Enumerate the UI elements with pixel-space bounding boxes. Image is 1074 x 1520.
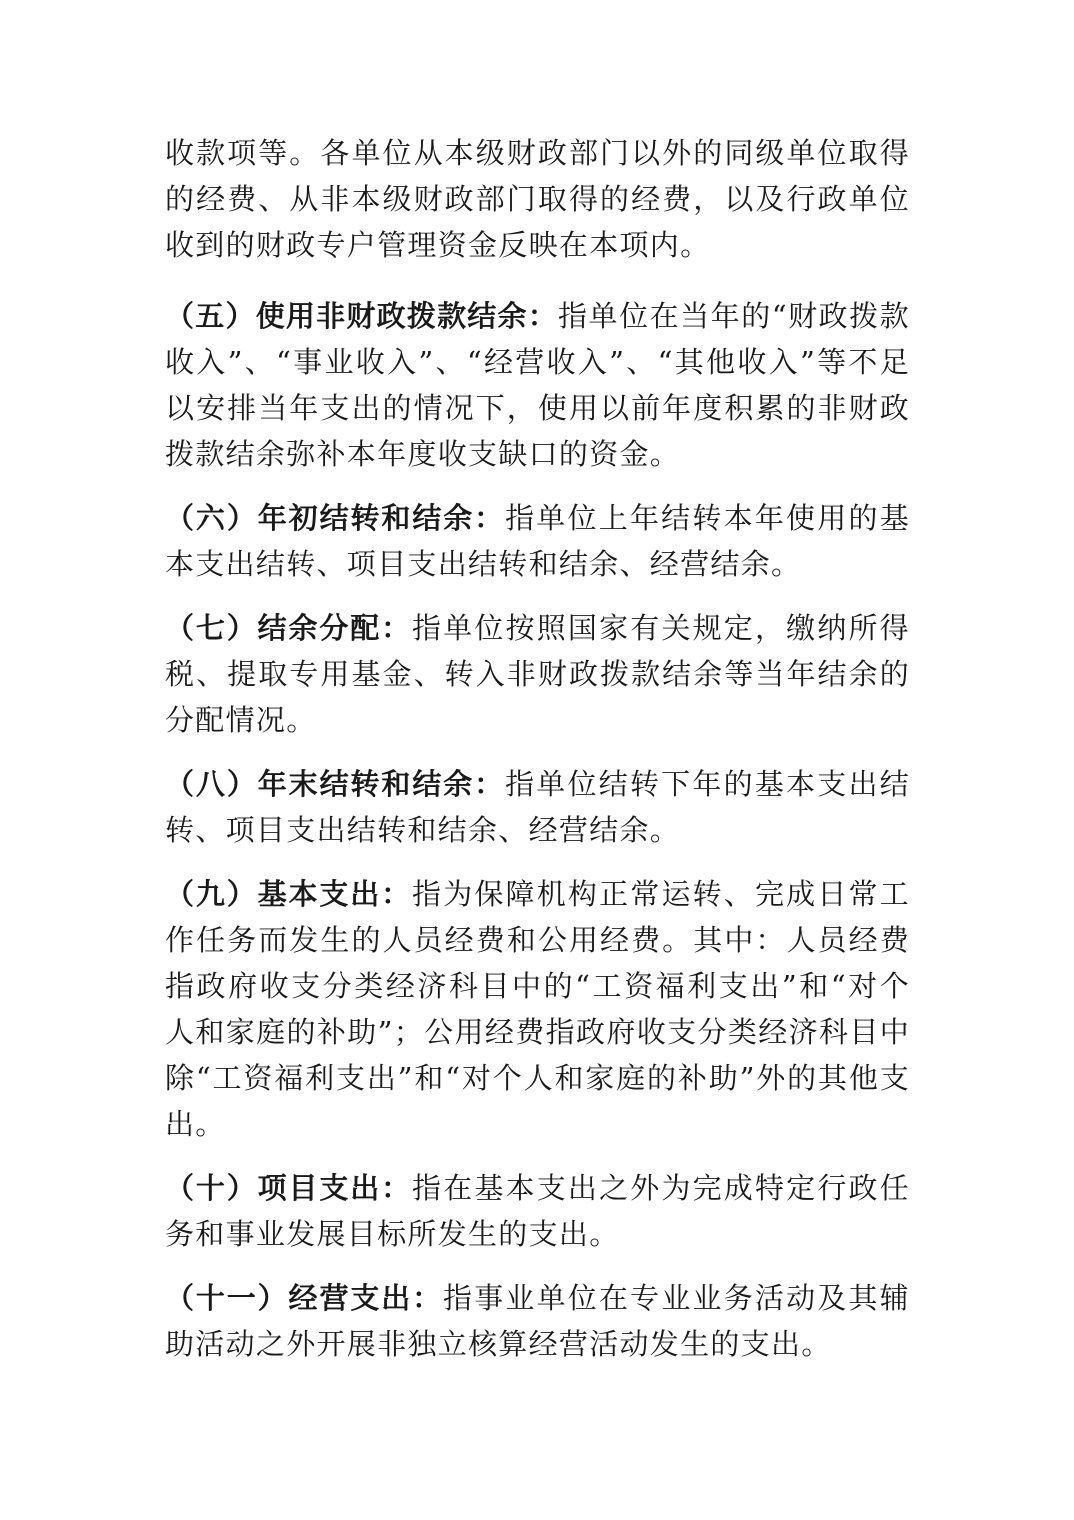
term-heading: （九）基本支出： <box>165 877 413 911</box>
paragraph-text: 指为保障机构正常运转、完成日常工作任务而发生的人员经费和公用经费。其中：人员经费指政府收支分类经济科目中的“工资福利支出”和“对个人和家庭的补助”；公用经费指政府收支分类经济科目中除“工资福利支出”和“对个人和家庭的补助”外的其他支出。 <box>165 877 910 1141</box>
paragraph-item-6 <box>165 495 910 587</box>
paragraph-item-11 <box>165 1275 910 1367</box>
paragraph-text: 指单位按照国家有关规定，缴纳所得税、提取专用基金、转入非财政拨款结余等当年结余的分配情况。 <box>165 611 910 737</box>
paragraph-text: 指在基本支出之外为完成特定行政任务和事业发展目标所发生的支出。 <box>165 1171 910 1251</box>
term-heading: （十）项目支出： <box>165 1171 413 1205</box>
paragraph-text: 指单位在当年的“财政拨款收入”、“事业收入”、“经营收入”、“其他收入”等不足以安排当年支出的情况下，使用以前年度积累的非财政拨款结余弥补本年度收支缺口的资金。 <box>165 299 910 471</box>
term-heading: （七）结余分配： <box>165 611 413 645</box>
paragraph-item-10 <box>165 1165 910 1257</box>
paragraph-text: 收款项等。各单位从本级财政部门以外的同级单位取得的经费、从非本级财政部门取得的经费，以及行政单位收到的财政专户管理资金反映在本项内。 <box>165 136 910 262</box>
paragraph-item-9 <box>165 871 910 1147</box>
paragraph-text: 指事业单位在专业业务活动及其辅助活动之外开展非独立核算经营活动发生的支出。 <box>165 1281 910 1361</box>
term-heading: （十一）经营支出： <box>165 1281 444 1315</box>
paragraph-item-5 <box>165 293 910 477</box>
term-heading: （五）使用非财政拨款结余： <box>165 299 559 333</box>
document-body <box>165 130 910 1385</box>
paragraph-text: 指单位结转下年的基本支出结转、项目支出结转和结余、经营结余。 <box>165 767 910 847</box>
paragraph-item-8 <box>165 761 910 853</box>
term-heading: （六）年初结转和结余： <box>165 501 506 535</box>
paragraph-text: 指单位上年结转本年使用的基本支出结转、项目支出结转和结余、经营结余。 <box>165 501 910 581</box>
paragraph-continuation <box>165 130 910 268</box>
term-heading: （八）年末结转和结余： <box>165 767 506 801</box>
paragraph-item-7 <box>165 605 910 743</box>
